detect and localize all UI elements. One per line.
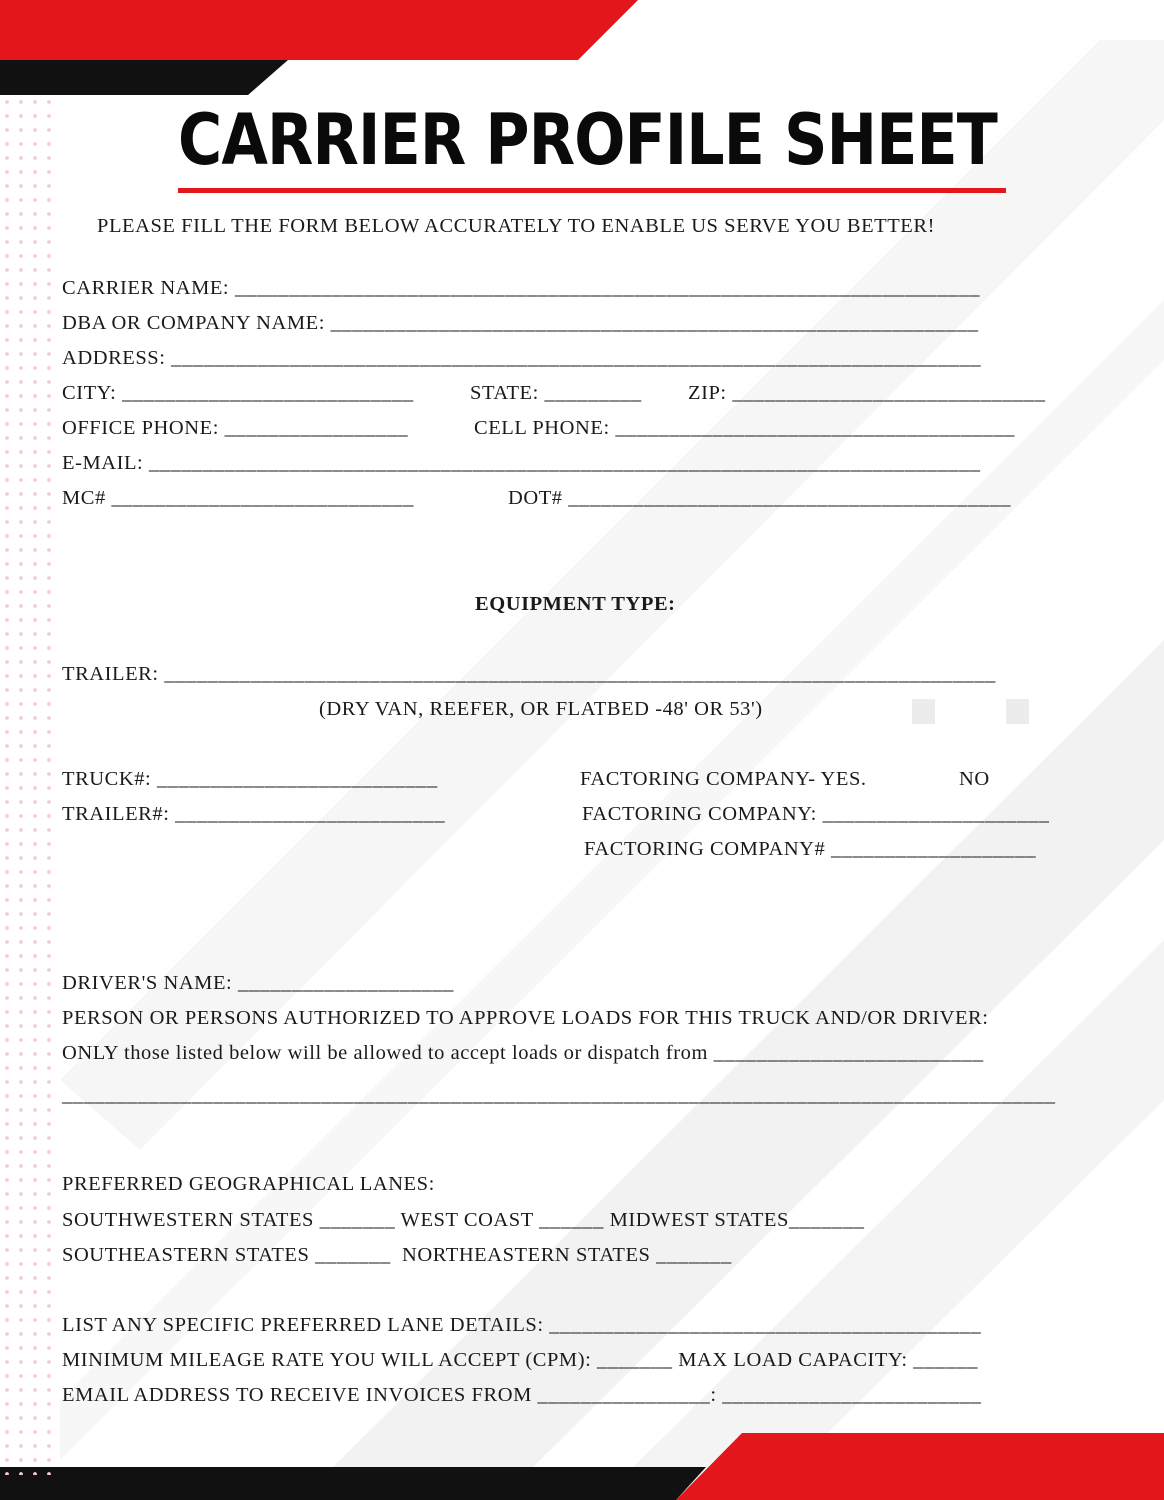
lanes-row-2[interactable]: SOUTHEASTERN STATES _______ NORTHEASTERN STATES _______ <box>62 1244 732 1266</box>
mc-number-field[interactable]: MC# ____________________________ <box>62 487 414 509</box>
dba-field[interactable]: DBA OR COMPANY NAME: ____________________________________________________________ <box>62 312 979 334</box>
state-field[interactable]: STATE: _________ <box>470 382 642 404</box>
trailer-type-note: (DRY VAN, REEFER, OR FLATBED -48' OR 53') <box>319 698 763 720</box>
lane-details-field[interactable]: LIST ANY SPECIFIC PREFERRED LANE DETAILS: ________________________________________ <box>62 1314 982 1336</box>
truck-number-field[interactable]: TRUCK#: __________________________ <box>62 768 438 790</box>
lanes-heading: PREFERRED GEOGRAPHICAL LANES: <box>62 1173 435 1195</box>
authorized-persons-label: PERSON OR PERSONS AUTHORIZED TO APPROVE LOADS FOR THIS TRUCK AND/OR DRIVER: <box>62 1007 989 1029</box>
checkbox-placeholder-1[interactable] <box>912 699 935 724</box>
equipment-heading: EQUIPMENT TYPE: <box>475 593 676 615</box>
authorized-persons-field[interactable]: ONLY those listed below will be allowed to accept loads or dispatch from _________________________ <box>62 1042 984 1064</box>
email-field[interactable]: E-MAIL: _____________________________________________________________________________ <box>62 452 981 474</box>
dot-number-field[interactable]: DOT# _________________________________________ <box>508 487 1012 509</box>
title-underline <box>178 188 1006 193</box>
authorized-persons-extra-line[interactable]: ____________________________________________________________________________________________ <box>62 1084 1056 1106</box>
invoice-email-field[interactable]: EMAIL ADDRESS TO RECEIVE INVOICES FROM ________________: ________________________ <box>62 1384 982 1406</box>
form-instructions: PLEASE FILL THE FORM BELOW ACCURATELY TO ENABLE US SERVE YOU BETTER! <box>97 215 935 237</box>
trailer-number-field[interactable]: TRAILER#: _________________________ <box>62 803 446 825</box>
page-title: CARRIER PROFILE SHEET <box>178 99 997 181</box>
cell-phone-field[interactable]: CELL PHONE: _____________________________________ <box>474 417 1015 439</box>
zip-field[interactable]: ZIP: _____________________________ <box>688 382 1046 404</box>
factoring-yes-option[interactable]: FACTORING COMPANY- YES. <box>580 768 867 790</box>
factoring-no-option[interactable]: NO <box>959 768 990 790</box>
checkbox-placeholder-2[interactable] <box>1006 699 1029 724</box>
factoring-number-field[interactable]: FACTORING COMPANY# ___________________ <box>584 838 1037 860</box>
address-field[interactable]: ADDRESS: ___________________________________________________________________________ <box>62 347 982 369</box>
carrier-name-field[interactable]: CARRIER NAME: _____________________________________________________________________ <box>62 277 981 299</box>
lanes-row-1[interactable]: SOUTHWESTERN STATES _______ WEST COAST ______ MIDWEST STATES_______ <box>62 1209 865 1231</box>
mileage-rate-field[interactable]: MINIMUM MILEAGE RATE YOU WILL ACCEPT (CPM): _______ MAX LOAD CAPACITY: ______ <box>62 1349 979 1371</box>
factoring-company-field[interactable]: FACTORING COMPANY: _____________________ <box>582 803 1050 825</box>
driver-name-field[interactable]: DRIVER'S NAME: ____________________ <box>62 972 454 994</box>
city-field[interactable]: CITY: ___________________________ <box>62 382 414 404</box>
office-phone-field[interactable]: OFFICE PHONE: _________________ <box>62 417 409 439</box>
trailer-type-field[interactable]: TRAILER: _____________________________________________________________________________ <box>62 663 996 685</box>
